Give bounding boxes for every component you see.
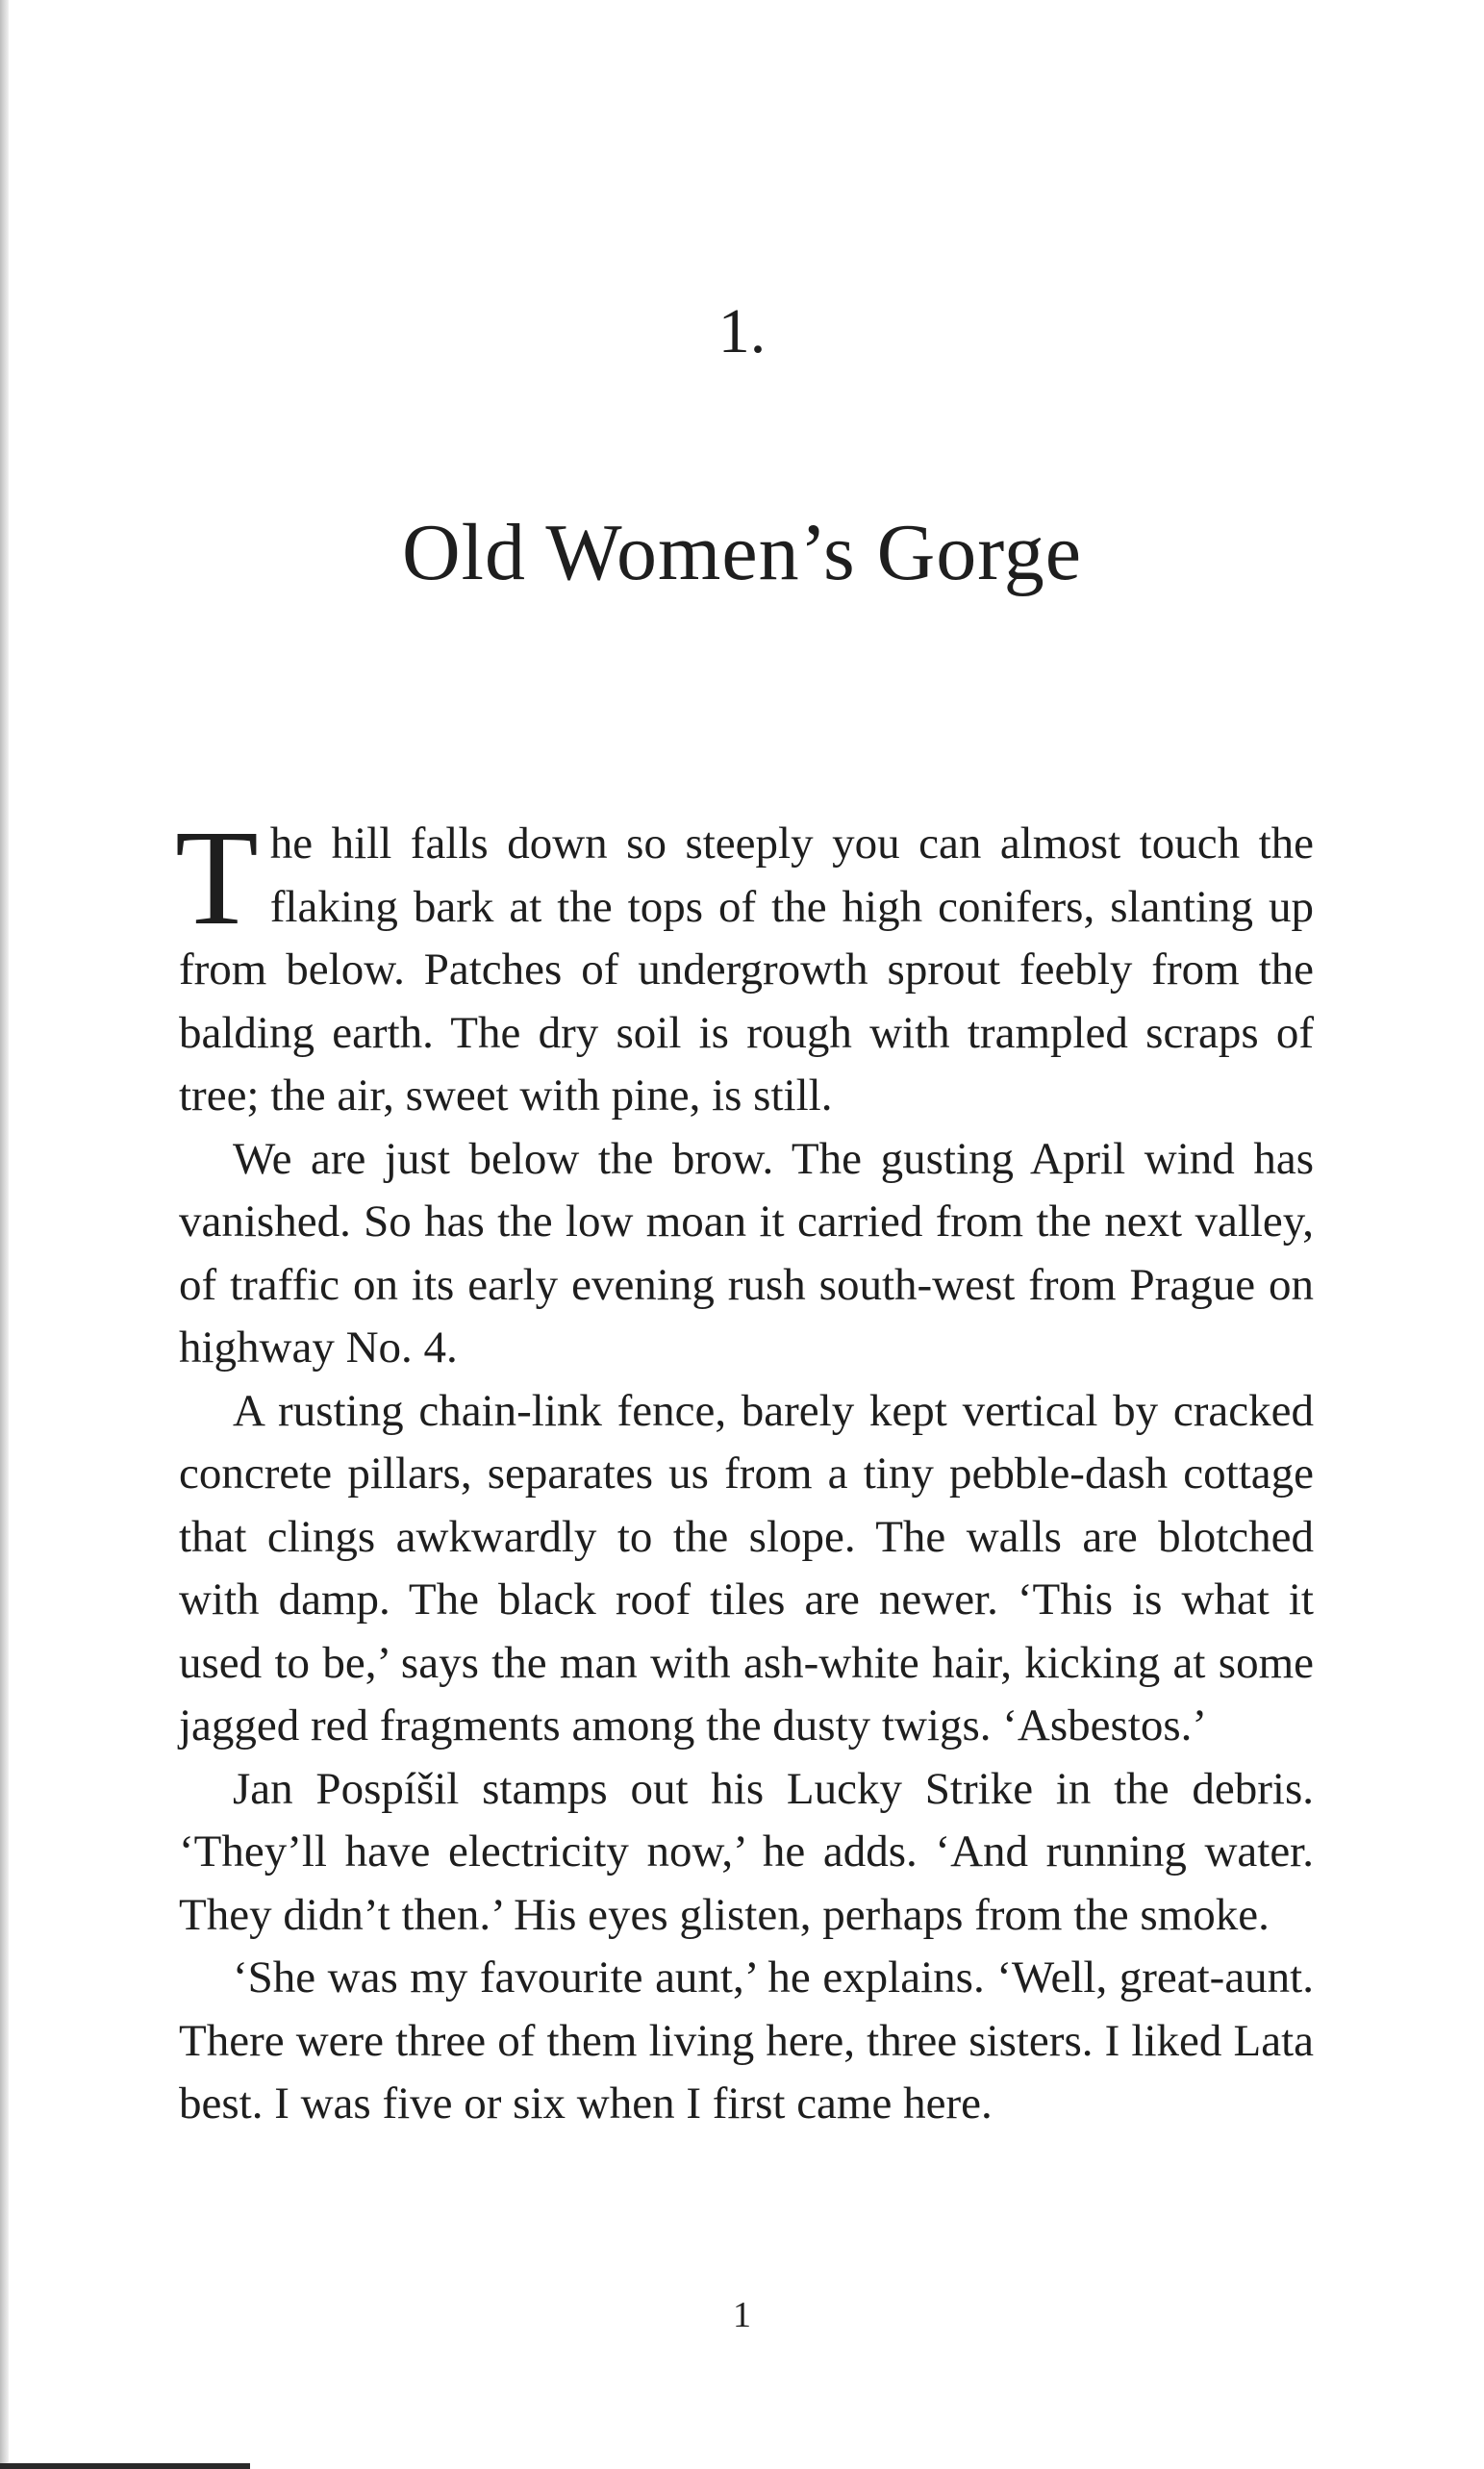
chapter-number: 1.	[717, 296, 767, 366]
drop-cap: T	[175, 801, 259, 953]
paragraph-1	[175, 801, 1314, 1128]
paragraph-5: ‘She was my favourite aunt,’ he explains. ‘Well, great-aunt. There were three of them living here, three sisters. I liked Lata best. I was five or six when I first came here.	[179, 1953, 1314, 2129]
page-spine-edge	[0, 0, 9, 2469]
paragraph-4: Jan Pospíšil stamps out his Lucky Strike in the debris. ‘They’ll have electricity now,’ he adds. ‘And running water. They didn’t then.’ His eyes glisten, perhaps from the smoke.	[179, 1763, 1314, 1940]
paragraph-2: We are just below the brow. The gusting April wind has vanished. So has the low moan it carried from the next valley, of traffic on its early evening rush south-west from Prague on highway No. 4.	[179, 1133, 1314, 1373]
chapter-title: Old Women’s Gorge	[401, 508, 1083, 597]
paragraph-1-text: he hill falls down so steeply you can almost touch the flaking bark at the tops of the high conifers, slanting up from below. Patches of undergrowth sprout feebly from the balding earth. The dry soil is rough with trampled scraps of tree; the air, sweet with pine, is still.	[179, 819, 1314, 1121]
page-number: 1	[733, 2295, 751, 2335]
chapter-body	[175, 801, 1314, 2136]
paragraph-3: A rusting chain-link fence, barely kept vertical by cracked concrete pillars, separates us from a tiny pebble-dash cottage that clings awkwardly to the slope. The walls are blotched with damp. The black roof tiles are newer. ‘This is what it used to be,’ says the man with ash-white hair, kicking at some jagged red fragments among the dusty twigs. ‘Asbestos.’	[179, 1385, 1314, 1751]
page-bottom-edge	[0, 2463, 250, 2469]
